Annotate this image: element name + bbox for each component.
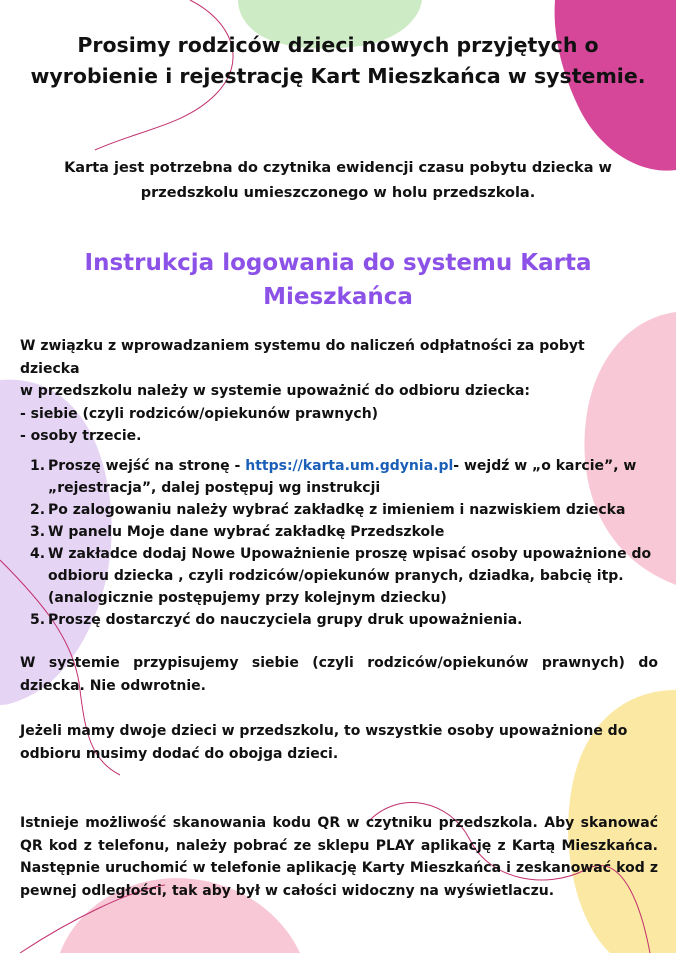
- intro-line-1: W związku z wprowadzaniem systemu do naliczeń odpłatności za pobyt dziecka: [20, 338, 585, 377]
- system-paragraph: W systemie przypisujemy siebie (czyli rodziców/opiekunów prawnych) do dziecka. Nie odwrotnie.: [20, 655, 658, 694]
- two-children-paragraph: Jeżeli mamy dwoje dzieci w przedszkolu, to wszystkie osoby upoważnione do odbioru musimy dodać do obojga dzieci.: [20, 723, 628, 762]
- section-heading: Instrukcja logowania do systemu Karta Mieszkańca: [84, 250, 592, 310]
- list-number: 1.: [30, 458, 46, 474]
- list-item: [30, 499, 662, 521]
- qr-paragraph: Istnieje możliwość skanowania kodu QR w czytniku przedszkola. Aby skanować QR kod z telefonu, należy pobrać ze sklepu PLAY aplikację z Kartą Mieszkańca. Następnie uruchomić w telefonie aplikację Karty Mieszkańca i zeskanować kod z pewnej odległości, tak aby był w całości widoczny na wyświetlaczu.: [20, 815, 658, 899]
- intro-line-3: - siebie (czyli rodziców/opiekunów prawnych): [20, 405, 379, 422]
- intro-line-2: w przedszkolu należy w systemie upoważnić do odbioru dziecka:: [20, 383, 531, 399]
- karta-link[interactable]: https://karta.um.gdynia.pl: [245, 458, 454, 474]
- list-item: [30, 521, 662, 543]
- list-number: 3.: [30, 524, 46, 540]
- list-item: [30, 455, 662, 499]
- step-text: Proszę wejść na stronę -: [48, 458, 246, 474]
- list-item: [30, 609, 662, 631]
- page-title: Prosimy rodziców dzieci nowych przyjętych o wyrobienie i rejestrację Kart Mieszkańca w systemie.: [30, 33, 646, 88]
- intro-line-4: - osoby trzecie.: [20, 428, 142, 444]
- list-item: [30, 543, 662, 609]
- list-number: 2.: [30, 502, 46, 518]
- list-number: 4.: [30, 546, 46, 562]
- step-text: W panelu Moje dane wybrać zakładkę Przedszkole: [48, 524, 445, 540]
- step-text: W zakładce dodaj Nowe Upoważnienie proszę wpisać osoby upoważnione do odbioru dziecka , czyli rodziców/opiekunów pranych, dziadka, babcię itp. (analogicznie postępujemy przy kolejnym dziecku): [48, 546, 652, 606]
- step-text: Proszę dostarczyć do nauczyciela grupy druk upoważnienia.: [48, 612, 523, 628]
- step-text: Po zalogowaniu należy wybrać zakładkę z imieniem i nazwiskiem dziecka: [48, 502, 626, 518]
- step-text: - wejdź w „o karcie”, w „rejestracja”, dalej postępuj wg instrukcji: [48, 458, 637, 496]
- intro-paragraph: [20, 335, 640, 448]
- list-number: 5.: [30, 612, 46, 628]
- subtitle: Karta jest potrzebna do czytnika ewidencji czasu pobytu dziecka w przedszkolu umieszczonego w holu przedszkola.: [64, 160, 612, 201]
- instructions-list: [30, 455, 662, 631]
